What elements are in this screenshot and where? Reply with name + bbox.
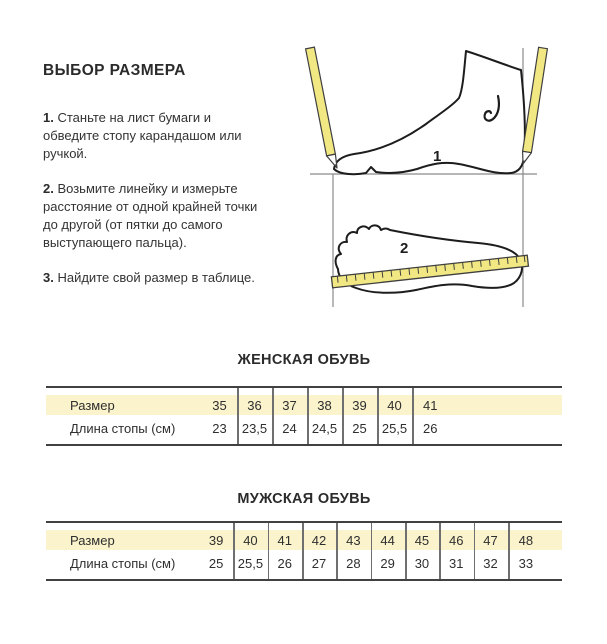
- size-cell: 37: [282, 397, 297, 413]
- row-label: Размер: [70, 397, 115, 413]
- length-cell: 25: [352, 420, 367, 436]
- length-cell: 25: [208, 555, 224, 571]
- size-cell: 43: [346, 532, 361, 548]
- size-cell: 48: [518, 532, 534, 548]
- size-cell: 40: [387, 397, 402, 413]
- sizes-row: [46, 395, 562, 415]
- size-cell: 44: [380, 532, 395, 548]
- step-text: Найдите свой размер в таблице.: [57, 270, 255, 285]
- size-cell: 41: [277, 532, 292, 548]
- mens-table-title: МУЖСКАЯ ОБУВЬ: [237, 491, 371, 507]
- instruction-step-2: [43, 180, 267, 252]
- step-number: 3.: [43, 270, 54, 285]
- mens-size-table: [46, 521, 562, 581]
- step-1-label: 1: [433, 148, 442, 165]
- size-cell: 39: [352, 397, 367, 413]
- size-cell: 36: [247, 397, 262, 413]
- instructions-panel: [43, 62, 267, 304]
- row-label: Длина стопы (см): [70, 420, 176, 436]
- length-cell: 23,5: [241, 420, 268, 436]
- step-text: Станьте на лист бумаги и обведите стопу карандашом или ручкой.: [43, 110, 242, 161]
- pencil-left: [306, 47, 337, 168]
- measurement-diagram: [300, 40, 560, 310]
- pencil-right: [523, 47, 548, 164]
- womens-size-table: [46, 386, 562, 446]
- length-cell: 31: [448, 555, 464, 571]
- length-cell: 27: [311, 555, 327, 571]
- length-cell: 28: [346, 555, 361, 571]
- size-cell: 46: [448, 532, 464, 548]
- size-cell: 35: [212, 397, 227, 413]
- instruction-step-1: [43, 109, 267, 163]
- length-cell: 23: [212, 420, 227, 436]
- length-cell: 26: [277, 555, 292, 571]
- step-2-label: 2: [400, 240, 409, 257]
- length-cell: 30: [414, 555, 430, 571]
- step-number: 1.: [43, 110, 54, 125]
- womens-table-title: ЖЕНСКАЯ ОБУВЬ: [237, 352, 371, 368]
- length-cell: 26: [423, 420, 438, 436]
- length-cell: 29: [380, 555, 395, 571]
- length-cell: 25,5: [237, 555, 264, 571]
- length-cell: 32: [483, 555, 498, 571]
- length-cell: 24: [282, 420, 297, 436]
- length-cell: 25,5: [381, 420, 408, 436]
- size-cell: 39: [208, 532, 224, 548]
- foot-side-view: [334, 51, 525, 174]
- size-cell: 41: [423, 397, 438, 413]
- size-cell: 45: [414, 532, 430, 548]
- size-cell: 38: [317, 397, 332, 413]
- size-cell: 40: [243, 532, 258, 548]
- step-number: 2.: [43, 181, 54, 196]
- row-label: Размер: [70, 532, 115, 548]
- length-cell: 24,5: [311, 420, 338, 436]
- sizes-row: [46, 530, 562, 550]
- length-cell: 33: [518, 555, 534, 571]
- page-title: ВЫБОР РАЗМЕРА: [43, 62, 186, 79]
- size-cell: 47: [483, 532, 498, 548]
- lengths-row: [46, 417, 562, 439]
- row-label: Длина стопы (см): [70, 555, 176, 571]
- size-cell: 42: [311, 532, 327, 548]
- instruction-step-3: [43, 269, 267, 287]
- step-text: Возьмите линейку и измерьте расстояние от одной крайней точки до другой (от пятки до самого выступающего пальца).: [43, 181, 258, 250]
- lengths-row: [46, 552, 562, 574]
